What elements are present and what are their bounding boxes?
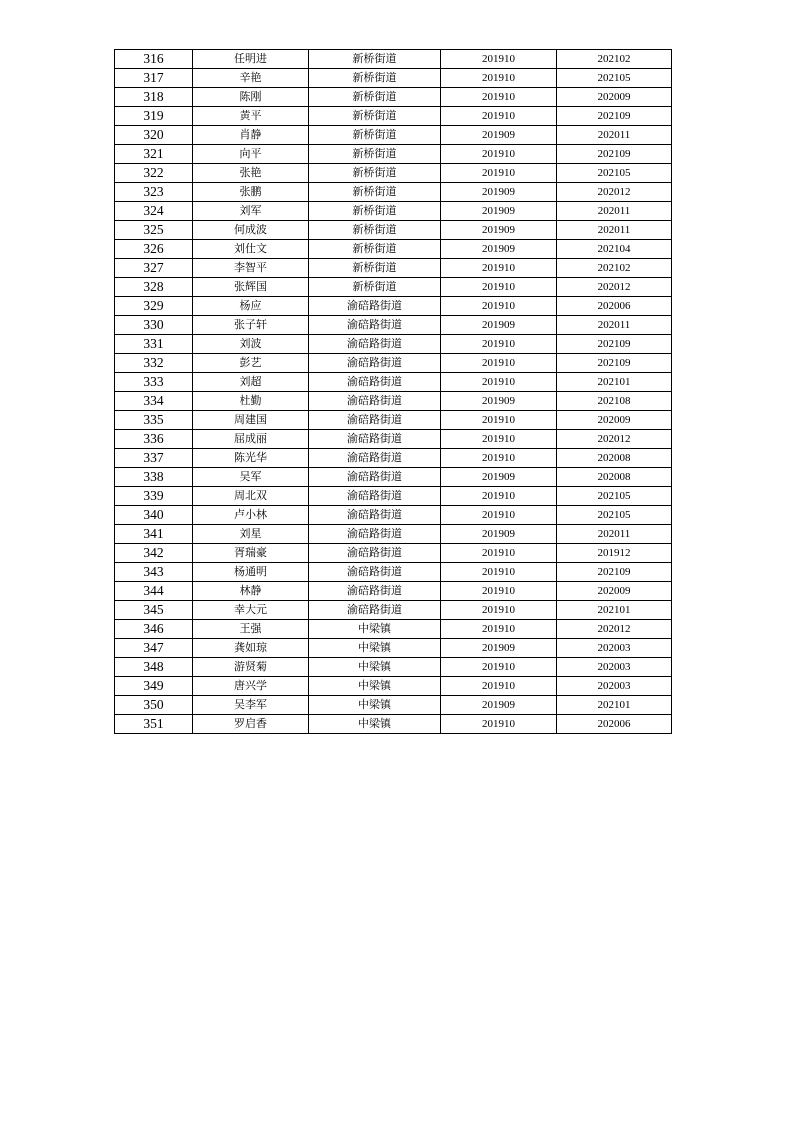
row-number-cell: 318: [115, 88, 193, 107]
table-row: [115, 126, 672, 145]
row-number-cell: 350: [115, 696, 193, 715]
row-number-cell: 349: [115, 677, 193, 696]
table-row: [115, 354, 672, 373]
end-month-cell: 202006: [557, 297, 672, 316]
street-name-cell: 中梁镇: [309, 639, 441, 658]
row-number-cell: 319: [115, 107, 193, 126]
street-name-cell: 中梁镇: [309, 677, 441, 696]
table-row: [115, 88, 672, 107]
street-name-cell: 渝碚路街道: [309, 354, 441, 373]
row-number-cell: 316: [115, 50, 193, 69]
records-table: [114, 49, 672, 734]
row-number-cell: 343: [115, 563, 193, 582]
person-name-cell: 肖静: [193, 126, 309, 145]
table-row: [115, 392, 672, 411]
street-name-cell: 新桥街道: [309, 259, 441, 278]
start-month-cell: 201910: [441, 107, 557, 126]
start-month-cell: 201910: [441, 164, 557, 183]
start-month-cell: 201909: [441, 392, 557, 411]
person-name-cell: 李智平: [193, 259, 309, 278]
row-number-cell: 331: [115, 335, 193, 354]
end-month-cell: 202011: [557, 202, 672, 221]
person-name-cell: 杜勤: [193, 392, 309, 411]
person-name-cell: 幸大元: [193, 601, 309, 620]
start-month-cell: 201909: [441, 126, 557, 145]
start-month-cell: 201909: [441, 202, 557, 221]
table-row: [115, 69, 672, 88]
person-name-cell: 唐兴学: [193, 677, 309, 696]
row-number-cell: 325: [115, 221, 193, 240]
person-name-cell: 刘仕文: [193, 240, 309, 259]
person-name-cell: 吴军: [193, 468, 309, 487]
start-month-cell: 201910: [441, 658, 557, 677]
table-row: [115, 677, 672, 696]
end-month-cell: 202109: [557, 145, 672, 164]
row-number-cell: 336: [115, 430, 193, 449]
start-month-cell: 201909: [441, 468, 557, 487]
street-name-cell: 中梁镇: [309, 620, 441, 639]
start-month-cell: 201910: [441, 88, 557, 107]
end-month-cell: 202102: [557, 259, 672, 278]
end-month-cell: 202012: [557, 183, 672, 202]
row-number-cell: 334: [115, 392, 193, 411]
start-month-cell: 201910: [441, 373, 557, 392]
row-number-cell: 342: [115, 544, 193, 563]
start-month-cell: 201910: [441, 335, 557, 354]
person-name-cell: 周建国: [193, 411, 309, 430]
end-month-cell: 202011: [557, 316, 672, 335]
end-month-cell: 202008: [557, 468, 672, 487]
street-name-cell: 渝碚路街道: [309, 316, 441, 335]
row-number-cell: 351: [115, 715, 193, 734]
person-name-cell: 刘波: [193, 335, 309, 354]
row-number-cell: 348: [115, 658, 193, 677]
table-row: [115, 468, 672, 487]
start-month-cell: 201910: [441, 544, 557, 563]
person-name-cell: 张子轩: [193, 316, 309, 335]
end-month-cell: 202101: [557, 696, 672, 715]
end-month-cell: 202105: [557, 69, 672, 88]
end-month-cell: 202105: [557, 487, 672, 506]
row-number-cell: 344: [115, 582, 193, 601]
person-name-cell: 杨应: [193, 297, 309, 316]
person-name-cell: 辛艳: [193, 69, 309, 88]
street-name-cell: 新桥街道: [309, 145, 441, 164]
start-month-cell: 201910: [441, 278, 557, 297]
street-name-cell: 新桥街道: [309, 202, 441, 221]
person-name-cell: 刘军: [193, 202, 309, 221]
start-month-cell: 201910: [441, 506, 557, 525]
person-name-cell: 向平: [193, 145, 309, 164]
person-name-cell: 吴李军: [193, 696, 309, 715]
row-number-cell: 337: [115, 449, 193, 468]
table-row: [115, 297, 672, 316]
table-row: [115, 240, 672, 259]
row-number-cell: 326: [115, 240, 193, 259]
end-month-cell: 202012: [557, 620, 672, 639]
row-number-cell: 329: [115, 297, 193, 316]
end-month-cell: 202109: [557, 107, 672, 126]
street-name-cell: 渝碚路街道: [309, 506, 441, 525]
street-name-cell: 渝碚路街道: [309, 487, 441, 506]
street-name-cell: 渝碚路街道: [309, 544, 441, 563]
start-month-cell: 201910: [441, 563, 557, 582]
table-row: [115, 278, 672, 297]
table-row: [115, 145, 672, 164]
street-name-cell: 新桥街道: [309, 88, 441, 107]
end-month-cell: 202012: [557, 430, 672, 449]
street-name-cell: 渝碚路街道: [309, 335, 441, 354]
table-row: [115, 544, 672, 563]
end-month-cell: 202105: [557, 506, 672, 525]
end-month-cell: 202011: [557, 221, 672, 240]
person-name-cell: 林静: [193, 582, 309, 601]
start-month-cell: 201910: [441, 430, 557, 449]
person-name-cell: 黄平: [193, 107, 309, 126]
table-row: [115, 107, 672, 126]
row-number-cell: 323: [115, 183, 193, 202]
row-number-cell: 332: [115, 354, 193, 373]
start-month-cell: 201910: [441, 50, 557, 69]
end-month-cell: 202009: [557, 88, 672, 107]
person-name-cell: 罗启香: [193, 715, 309, 734]
end-month-cell: 202104: [557, 240, 672, 259]
start-month-cell: 201909: [441, 696, 557, 715]
table-row: [115, 658, 672, 677]
street-name-cell: 渝碚路街道: [309, 582, 441, 601]
start-month-cell: 201909: [441, 221, 557, 240]
start-month-cell: 201910: [441, 620, 557, 639]
end-month-cell: 202011: [557, 126, 672, 145]
street-name-cell: 中梁镇: [309, 715, 441, 734]
row-number-cell: 317: [115, 69, 193, 88]
table-row: [115, 50, 672, 69]
table-row: [115, 411, 672, 430]
row-number-cell: 345: [115, 601, 193, 620]
table-row: [115, 506, 672, 525]
street-name-cell: 新桥街道: [309, 164, 441, 183]
table-row: [115, 183, 672, 202]
end-month-cell: 202003: [557, 658, 672, 677]
row-number-cell: 321: [115, 145, 193, 164]
start-month-cell: 201909: [441, 240, 557, 259]
person-name-cell: 杨通明: [193, 563, 309, 582]
end-month-cell: 202101: [557, 373, 672, 392]
table-row: [115, 696, 672, 715]
start-month-cell: 201910: [441, 411, 557, 430]
street-name-cell: 新桥街道: [309, 107, 441, 126]
end-month-cell: 202102: [557, 50, 672, 69]
table-row: [115, 373, 672, 392]
street-name-cell: 渝碚路街道: [309, 525, 441, 544]
end-month-cell: 202006: [557, 715, 672, 734]
street-name-cell: 新桥街道: [309, 240, 441, 259]
table-row: [115, 487, 672, 506]
street-name-cell: 新桥街道: [309, 69, 441, 88]
table-row: [115, 563, 672, 582]
row-number-cell: 322: [115, 164, 193, 183]
end-month-cell: 202109: [557, 563, 672, 582]
row-number-cell: 341: [115, 525, 193, 544]
street-name-cell: 渝碚路街道: [309, 392, 441, 411]
street-name-cell: 新桥街道: [309, 278, 441, 297]
end-month-cell: 202003: [557, 639, 672, 658]
start-month-cell: 201909: [441, 525, 557, 544]
person-name-cell: 屈成丽: [193, 430, 309, 449]
person-name-cell: 彭艺: [193, 354, 309, 373]
start-month-cell: 201909: [441, 316, 557, 335]
person-name-cell: 张艳: [193, 164, 309, 183]
street-name-cell: 渝碚路街道: [309, 411, 441, 430]
start-month-cell: 201910: [441, 715, 557, 734]
start-month-cell: 201910: [441, 145, 557, 164]
table-row: [115, 316, 672, 335]
street-name-cell: 新桥街道: [309, 183, 441, 202]
street-name-cell: 渝碚路街道: [309, 373, 441, 392]
start-month-cell: 201910: [441, 601, 557, 620]
end-month-cell: 202008: [557, 449, 672, 468]
row-number-cell: 338: [115, 468, 193, 487]
table-row: [115, 620, 672, 639]
table-row: [115, 259, 672, 278]
end-month-cell: 202105: [557, 164, 672, 183]
street-name-cell: 渝碚路街道: [309, 297, 441, 316]
street-name-cell: 新桥街道: [309, 126, 441, 145]
table-row: [115, 164, 672, 183]
end-month-cell: 202012: [557, 278, 672, 297]
person-name-cell: 周北双: [193, 487, 309, 506]
street-name-cell: 渝碚路街道: [309, 563, 441, 582]
row-number-cell: 340: [115, 506, 193, 525]
row-number-cell: 335: [115, 411, 193, 430]
row-number-cell: 339: [115, 487, 193, 506]
records-table-body: [115, 50, 672, 734]
end-month-cell: 202011: [557, 525, 672, 544]
start-month-cell: 201909: [441, 639, 557, 658]
table-row: [115, 335, 672, 354]
start-month-cell: 201909: [441, 183, 557, 202]
start-month-cell: 201910: [441, 354, 557, 373]
row-number-cell: 328: [115, 278, 193, 297]
start-month-cell: 201910: [441, 69, 557, 88]
end-month-cell: 202003: [557, 677, 672, 696]
table-row: [115, 221, 672, 240]
street-name-cell: 新桥街道: [309, 50, 441, 69]
person-name-cell: 张鹏: [193, 183, 309, 202]
row-number-cell: 333: [115, 373, 193, 392]
start-month-cell: 201910: [441, 297, 557, 316]
end-month-cell: 202101: [557, 601, 672, 620]
row-number-cell: 346: [115, 620, 193, 639]
person-name-cell: 王强: [193, 620, 309, 639]
end-month-cell: 202009: [557, 411, 672, 430]
street-name-cell: 渝碚路街道: [309, 468, 441, 487]
person-name-cell: 卢小林: [193, 506, 309, 525]
row-number-cell: 327: [115, 259, 193, 278]
street-name-cell: 中梁镇: [309, 696, 441, 715]
person-name-cell: 陈光华: [193, 449, 309, 468]
row-number-cell: 330: [115, 316, 193, 335]
table-row: [115, 715, 672, 734]
person-name-cell: 何成波: [193, 221, 309, 240]
end-month-cell: 202009: [557, 582, 672, 601]
street-name-cell: 渝碚路街道: [309, 430, 441, 449]
end-month-cell: 202109: [557, 354, 672, 373]
row-number-cell: 347: [115, 639, 193, 658]
table-row: [115, 601, 672, 620]
person-name-cell: 陈刚: [193, 88, 309, 107]
start-month-cell: 201910: [441, 677, 557, 696]
person-name-cell: 龚如琼: [193, 639, 309, 658]
person-name-cell: 张辉国: [193, 278, 309, 297]
person-name-cell: 刘星: [193, 525, 309, 544]
person-name-cell: 游贤菊: [193, 658, 309, 677]
table-row: [115, 449, 672, 468]
row-number-cell: 324: [115, 202, 193, 221]
person-name-cell: 刘超: [193, 373, 309, 392]
table-row: [115, 639, 672, 658]
person-name-cell: 任明进: [193, 50, 309, 69]
street-name-cell: 渝碚路街道: [309, 601, 441, 620]
start-month-cell: 201910: [441, 487, 557, 506]
table-row: [115, 202, 672, 221]
table-row: [115, 430, 672, 449]
start-month-cell: 201910: [441, 259, 557, 278]
end-month-cell: 202109: [557, 335, 672, 354]
start-month-cell: 201910: [441, 582, 557, 601]
end-month-cell: 201912: [557, 544, 672, 563]
person-name-cell: 胥瑞豪: [193, 544, 309, 563]
street-name-cell: 中梁镇: [309, 658, 441, 677]
start-month-cell: 201910: [441, 449, 557, 468]
street-name-cell: 渝碚路街道: [309, 449, 441, 468]
table-row: [115, 582, 672, 601]
street-name-cell: 新桥街道: [309, 221, 441, 240]
end-month-cell: 202108: [557, 392, 672, 411]
row-number-cell: 320: [115, 126, 193, 145]
table-row: [115, 525, 672, 544]
